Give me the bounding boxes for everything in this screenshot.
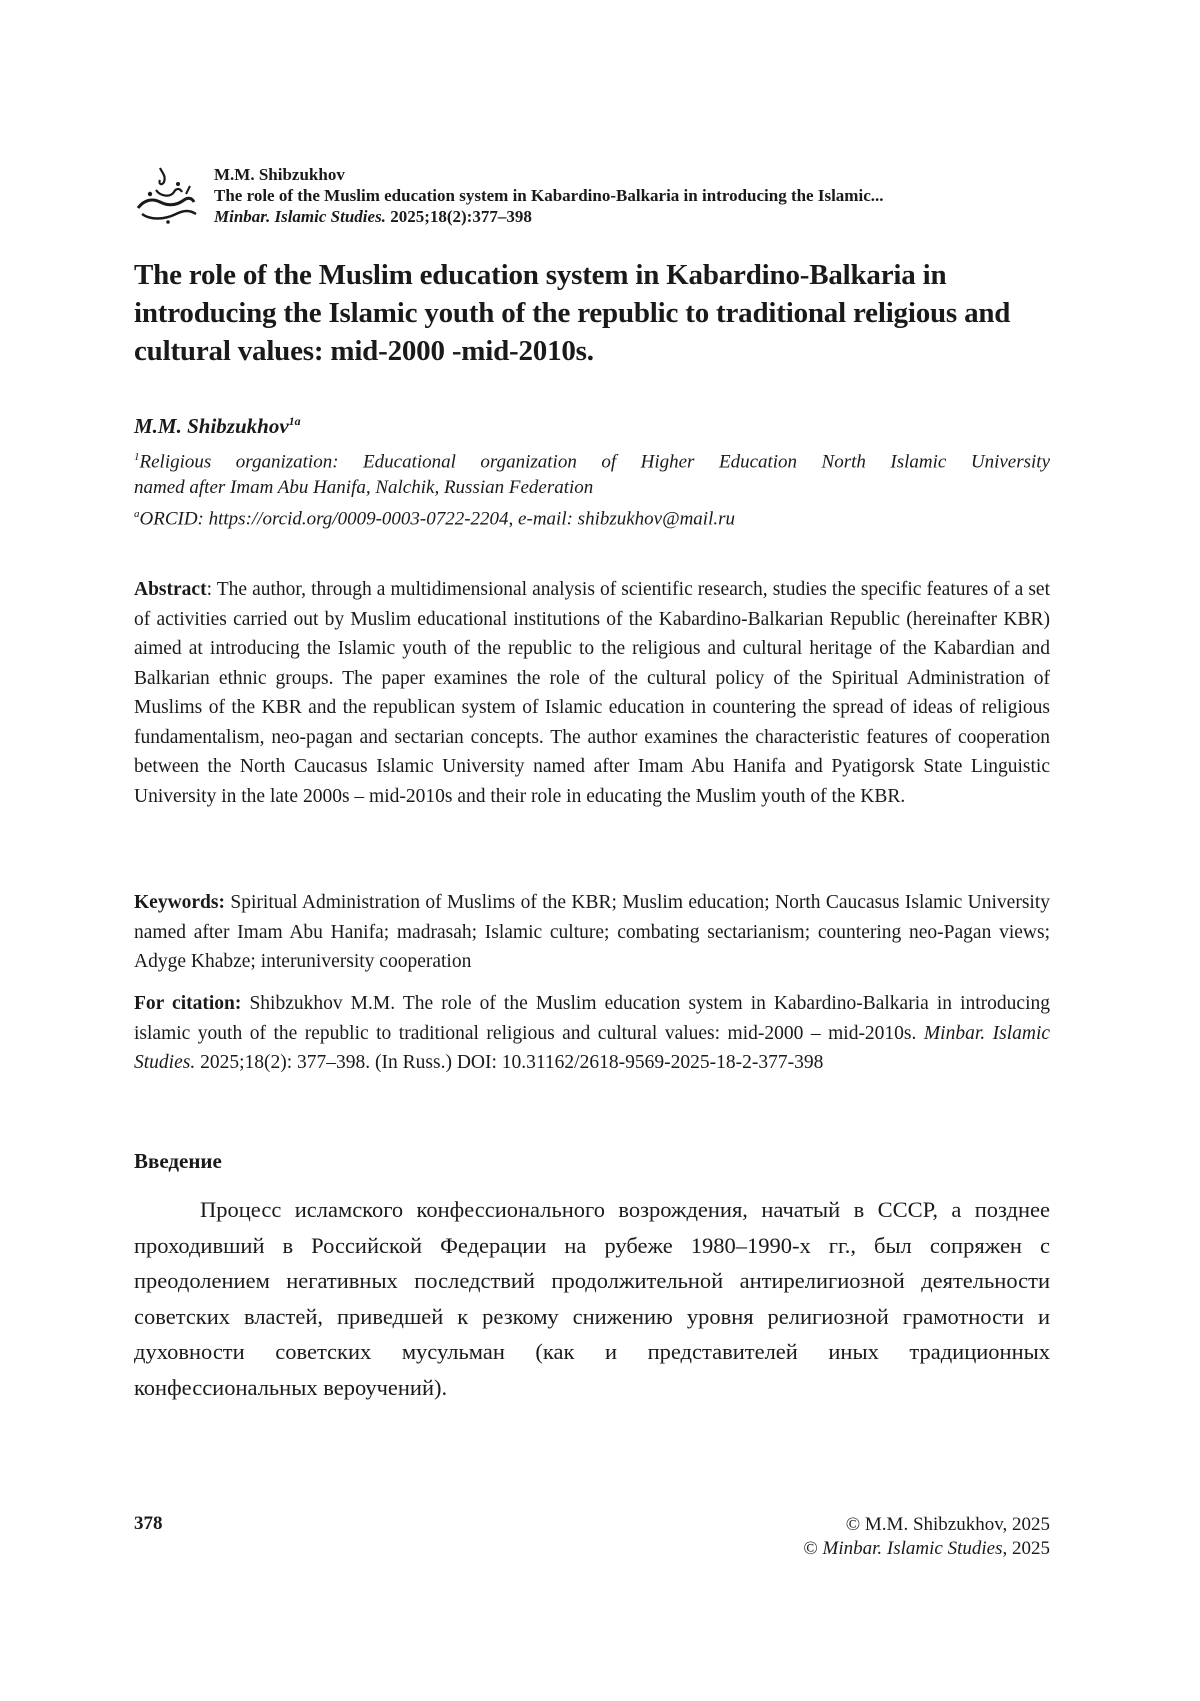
orcid-mark: a: [134, 508, 140, 521]
affiliation-block: [134, 444, 1050, 533]
page-number: 378: [134, 1513, 163, 1534]
header-citation: [214, 206, 884, 227]
running-header: [130, 164, 1050, 234]
abstract-label: Abstract: [134, 579, 207, 600]
affiliation-text-1: Religious organization: Educational organization of Higher Education North Islamic University: [139, 451, 1050, 473]
header-journal: Minbar. Islamic Studies.: [214, 207, 386, 226]
header-author: M.M. Shibzukhov: [214, 165, 345, 184]
copyright-symbol: ©: [803, 1538, 823, 1559]
keywords: [134, 888, 1050, 977]
article-title: The role of the Muslim education system in Kabardino-Balkaria in introducing the Islamic youth of the republic to traditional religious and cultural values: mid-2000 -mid-2010s.: [134, 259, 1011, 367]
journal-logo-calligraphy-icon: [130, 164, 200, 226]
affiliation-line-1: [134, 444, 1050, 475]
author-name: M.M. Shibzukhov: [134, 414, 289, 438]
citation-label: For citation:: [134, 993, 242, 1014]
copyright-year: , 2025: [1002, 1538, 1050, 1559]
author-marks: 1a: [288, 414, 301, 428]
citation-text: Shibzukhov M.M. The role of the Muslim education system in Kabardino-Balkaria in introducing islamic youth of the republic to traditional religious and cultural values: mid-2000 – mid-2010s.: [134, 993, 1050, 1044]
keywords-label: Keywords:: [134, 892, 225, 913]
running-header-text: [214, 164, 884, 227]
abstract: Abstract: The author, through a multidimensional analysis of scientific research, studies the specific features of a set of activities carried out by Muslim educational institutions of the Kabardino-Balkarian Republic (hereinafter KBR) aimed at introducing the Islamic youth of the republic to the religious and cultural heritage of the Kabardian and Balkarian ethnic groups. The paper examines the role of the cultural policy of the Spiritual Administration of Muslims of the KBR and the republican system of Islamic education in countering the spread of ideas of religious fundamentalism, neo-pagan and sectarian concepts. The author examines the characteristic features of cooperation between the North Caucasus Islamic University named after Imam Abu Hanifa and Pyatigorsk State Linguistic University in the late 2000s – mid-2010s and their role in educating the Muslim youth of the KBR.: [134, 579, 1050, 807]
abstract-text: The author, through a multidimensional analysis of scientific research, studies the specific features of a set of activities carried out by Muslim educational institutions of the Kabardino-Balkarian Republic (hereinafter KBR) aimed at introducing the Islamic youth of the republic to the religious and cultural heritage of the Kabardian and Balkarian ethnic groups. The paper examines the role of the cultural policy of the Spiritual Administration of Muslims of the KBR and the republican system of Islamic education in countering the spread of ideas of religious fundamentalism, neo-pagan and sectarian concepts. The author examines the characteristic features of cooperation between the North Caucasus Islamic University named after Imam Abu Hanifa and Pyatigorsk State Linguistic University in the late 2000s – mid-2010s and their role in educating the Muslim youth of the KBR.: [134, 579, 1050, 807]
article-author: [134, 414, 301, 439]
copyright-journal: Minbar. Islamic Studies: [822, 1538, 1003, 1559]
section-title: Введение: [134, 1149, 222, 1173]
keywords-text: Spiritual Administration of Muslims of the KBR; Muslim education; North Caucasus Islamic University named after Imam Abu Hanifa; madrasah; Islamic culture; combating sectarianism; countering neo-Pagan views; Adyge Khabze; interuniversity cooperation: [134, 892, 1051, 972]
body-paragraph: Процесс исламского конфессионального возрождения, начатый в СССР, а позднее проходивший в Российской Федерации на рубеже 1980–1990-х гг., был сопряжен с преодолением негативных последствий продолжительной антирелигиозной деятельности советских властей, приведшей к резкому снижению уровня религиозной грамотности и духовности советских мусульман (как и представителей иных традиционных конфессиональных вероучений).: [134, 1197, 1050, 1400]
copyright-block: [803, 1513, 1050, 1561]
citation-journal: Minbar. Islamic Studies.: [134, 1022, 1051, 1073]
affiliation-mark: 1: [134, 451, 140, 463]
citation-doi[interactable]: 2025;18(2): 377–398. (In Russ.) DOI: 10.31162/2618-9569-2025-18-2-377-398: [200, 1052, 824, 1073]
orcid-email-link[interactable]: ORCID: https://orcid.org/0009-0003-0722-2204, e-mail: shibzukhov@mail.ru: [139, 508, 736, 530]
citation: [134, 989, 1050, 1078]
copyright-author: © M.M. Shibzukhov, 2025: [845, 1514, 1050, 1535]
header-issue: 2025;18(2):377–398: [390, 207, 532, 226]
copyright-journal-line: [803, 1537, 1050, 1561]
orcid-line: [134, 501, 1050, 532]
header-short-title: The role of the Muslim education system in Kabardino-Balkaria in introducing the Islamic...: [214, 186, 884, 205]
affiliation-line-2: named after Imam Abu Hanifa, Nalchik, Russian Federation: [134, 477, 594, 499]
